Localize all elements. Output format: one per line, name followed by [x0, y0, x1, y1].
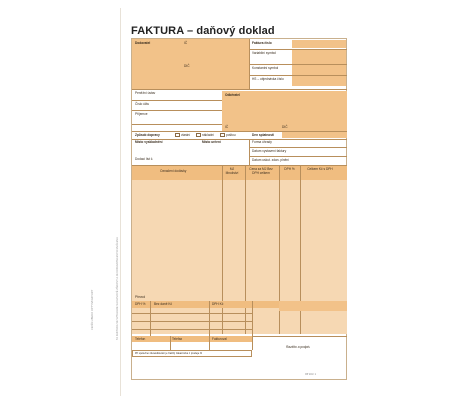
transport-post-checkbox[interactable]: [220, 133, 225, 137]
contact-header: [132, 336, 252, 342]
form-code: OP 101 / 1: [305, 374, 316, 376]
supplier-ic-label: IČ: [184, 41, 188, 45]
fax-label: Telefax: [172, 337, 183, 341]
transport-own-checkbox[interactable]: [175, 133, 180, 137]
vat-base-label: Bez daně Kč: [154, 302, 173, 306]
due-date-label: Den splatnosti: [252, 133, 274, 137]
vat-amount-label: DPH Kč: [212, 302, 224, 306]
due-date-field[interactable]: [282, 132, 347, 138]
side-text-left: CENÍK LIBERO OPTYS/FAKTURY: [91, 289, 94, 330]
invoice-number-label: Faktura číslo: [252, 41, 272, 45]
recipient-label: Příjemce: [135, 112, 148, 116]
customer-label: Odběratel: [225, 93, 240, 97]
vat-pct-label: DPH %: [135, 302, 146, 306]
delivery-note-label: Dodací list č.: [135, 157, 154, 161]
customer-ic-label: IČ: [225, 125, 229, 129]
variable-symbol-field[interactable]: [292, 50, 346, 64]
payment-form-label: Forma úhrady: [252, 140, 272, 144]
invoiced-by-label: Fakturoval: [212, 337, 227, 341]
supplier-dic-label: DIČ: [184, 64, 190, 68]
constant-symbol-field[interactable]: [292, 65, 346, 75]
dispatch-to-label: Místo určení: [202, 140, 221, 144]
col-total-header: Celkem Kč s DPH: [307, 167, 333, 171]
tax-date-label: Datum uskut. zdan. plnění: [252, 158, 290, 162]
certification-field[interactable]: [132, 350, 252, 357]
issue-date-label: Datum vystavení faktury: [252, 149, 287, 153]
supplier-box[interactable]: [132, 39, 249, 89]
transport-own-label: vlastní: [181, 133, 191, 137]
col-qty-header: MJ Množství: [225, 167, 239, 175]
invoice-number-field[interactable]: [292, 40, 346, 48]
phone-label: Telefon: [135, 337, 146, 341]
transport-label: Způsob dopravy: [135, 133, 160, 137]
variable-symbol-label: Variabilní symbol: [252, 51, 277, 55]
col-unit-price-header: Cena za MJ Bez DPH celkem: [249, 167, 273, 175]
to-pay-field[interactable]: [279, 301, 347, 311]
transport-truck-checkbox[interactable]: [196, 133, 201, 137]
order-number-label: HS – objednávka číslo: [252, 77, 284, 81]
transport-truck-label: nákladní: [202, 133, 215, 137]
certification-text: Při společné zdvaoditování je Každý zákaznické z prodeje %: [135, 352, 203, 355]
constant-symbol-label: Konstantní symbol: [252, 66, 279, 70]
document-title: FAKTURA – daňový doklad: [131, 25, 275, 37]
carry-over-label: Převod: [135, 295, 146, 299]
bank-label: Peněžní ústav: [135, 91, 156, 95]
invoice-form: [131, 38, 347, 380]
signature-label: Razítko a podpis: [286, 345, 310, 349]
customer-dic-label: DIČ: [282, 125, 288, 129]
supplier-label: Dodavatel: [135, 41, 151, 45]
transport-post-label: poštou: [226, 133, 236, 137]
col-vat-header: DPH %: [284, 167, 295, 171]
col-desc-header: Označení dodávky: [160, 169, 187, 173]
dispatch-from-label: Místo vyskladnění: [135, 140, 163, 144]
account-label: Číslo účtu: [135, 102, 150, 106]
side-text-right: TA FAKTURA SE VZTAHUJE NA DANOVÉ ZÁKONY A JE DODAVATELEM SCHVÁLENA: [116, 237, 119, 340]
order-number-field[interactable]: [292, 76, 346, 86]
